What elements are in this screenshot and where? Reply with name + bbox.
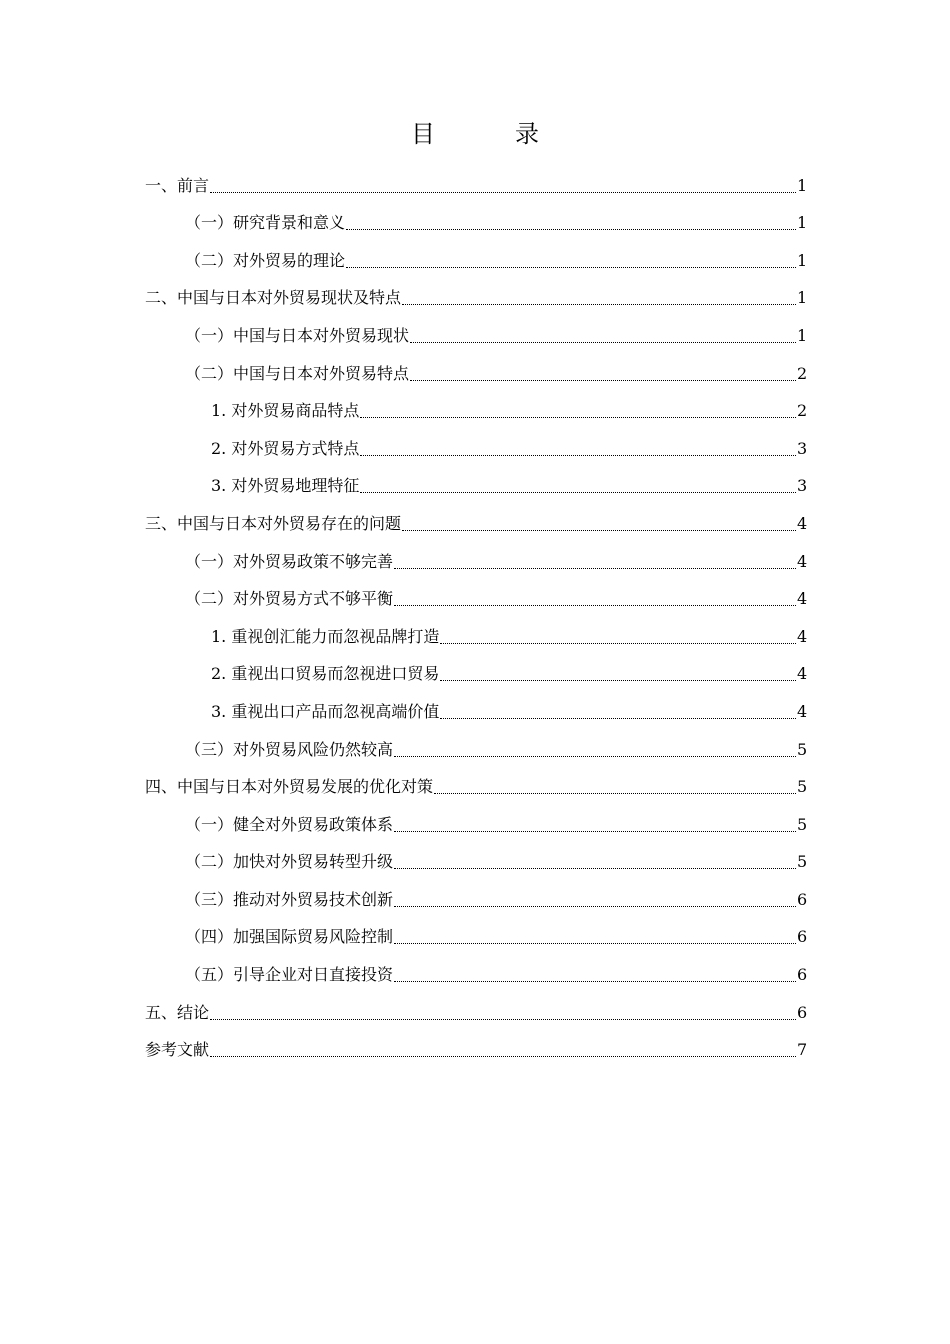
toc-entry-page-number: 5 xyxy=(797,852,808,872)
toc-entry-page-number: 1 xyxy=(797,250,808,270)
toc-entry[interactable] xyxy=(145,919,807,957)
toc-entry-page-number: 3 xyxy=(797,476,808,496)
toc-dot-leader xyxy=(394,568,796,569)
toc-dot-leader xyxy=(360,417,796,418)
toc-entry[interactable] xyxy=(145,806,807,844)
toc-entry-page-number: 6 xyxy=(797,927,808,947)
toc-entry-text: 二、中国与日本对外贸易现状及特点 xyxy=(145,288,402,308)
toc-dot-leader xyxy=(394,943,796,944)
toc-entry-page-number: 4 xyxy=(797,551,808,571)
toc-entry-page-number: 2 xyxy=(797,363,808,383)
toc-entry-page-number: 1 xyxy=(797,288,808,308)
toc-entry-page-number: 1 xyxy=(797,325,808,345)
toc-entry-text: （一）对外贸易政策不够完善 xyxy=(185,551,394,571)
toc-entry[interactable] xyxy=(145,430,807,468)
toc-entry-page-number: 5 xyxy=(797,777,808,797)
toc-dot-leader xyxy=(402,304,796,305)
toc-entry-text: 2. 重视出口贸易而忽视进口贸易 xyxy=(211,664,440,684)
toc-entry-text: 3. 重视出口产品而忽视高端价值 xyxy=(211,701,440,721)
toc-dot-leader xyxy=(360,455,796,456)
toc-dot-leader xyxy=(410,380,796,381)
toc-entry[interactable] xyxy=(145,280,807,318)
toc-entry-text: 五、结论 xyxy=(145,1002,210,1022)
toc-entry-text: （一）中国与日本对外贸易现状 xyxy=(185,325,410,345)
toc-entry[interactable] xyxy=(145,1032,807,1070)
toc-entry[interactable] xyxy=(145,468,807,506)
toc-entry-page-number: 4 xyxy=(797,513,808,533)
toc-dot-leader xyxy=(394,868,796,869)
toc-entry[interactable] xyxy=(145,844,807,882)
toc-entry-text: （二）加快对外贸易转型升级 xyxy=(185,852,394,872)
toc-dot-leader xyxy=(394,906,796,907)
toc-entry-page-number: 2 xyxy=(797,401,808,421)
toc-entry[interactable] xyxy=(145,393,807,431)
toc-entry-page-number: 6 xyxy=(797,965,808,985)
toc-dot-leader xyxy=(394,981,796,982)
toc-entry-text: （三）推动对外贸易技术创新 xyxy=(185,889,394,909)
toc-entry[interactable] xyxy=(145,618,807,656)
toc-entry-text: （三）对外贸易风险仍然较高 xyxy=(185,739,394,759)
toc-dot-leader xyxy=(210,1056,796,1057)
toc-entry-text: （二）中国与日本对外贸易特点 xyxy=(185,363,410,383)
toc-entry[interactable] xyxy=(145,505,807,543)
toc-entry-text: 参考文献 xyxy=(145,1040,210,1060)
toc-entry[interactable] xyxy=(145,167,807,205)
toc-entry-page-number: 4 xyxy=(797,664,808,684)
toc-entry-page-number: 1 xyxy=(797,175,808,195)
toc-dot-leader xyxy=(410,342,796,343)
toc-entry-text: （一）研究背景和意义 xyxy=(185,213,346,233)
toc-entry-page-number: 6 xyxy=(797,1002,808,1022)
toc-entry-text: （四）加强国际贸易风险控制 xyxy=(185,927,394,947)
toc-dot-leader xyxy=(394,756,796,757)
toc-entry-page-number: 4 xyxy=(797,589,808,609)
toc-list xyxy=(145,167,807,1069)
toc-dot-leader xyxy=(210,1019,796,1020)
toc-entry-page-number: 6 xyxy=(797,889,808,909)
toc-dot-leader xyxy=(440,643,796,644)
toc-dot-leader xyxy=(360,492,796,493)
toc-entry[interactable] xyxy=(145,731,807,769)
toc-entry-page-number: 1 xyxy=(797,213,808,233)
toc-dot-leader xyxy=(346,267,796,268)
toc-entry-text: 3. 对外贸易地理特征 xyxy=(211,476,360,496)
toc-dot-leader xyxy=(346,229,796,230)
toc-entry-page-number: 7 xyxy=(797,1040,808,1060)
toc-entry-page-number: 4 xyxy=(797,626,808,646)
toc-dot-leader xyxy=(440,718,796,719)
toc-entry[interactable] xyxy=(145,881,807,919)
toc-entry[interactable] xyxy=(145,242,807,280)
toc-entry[interactable] xyxy=(145,205,807,243)
toc-entry-text: （一）健全对外贸易政策体系 xyxy=(185,814,394,834)
toc-entry[interactable] xyxy=(145,581,807,619)
toc-entry[interactable] xyxy=(145,543,807,581)
toc-dot-leader xyxy=(440,680,796,681)
toc-entry[interactable] xyxy=(145,656,807,694)
toc-entry-page-number: 3 xyxy=(797,438,808,458)
toc-entry[interactable] xyxy=(145,355,807,393)
toc-entry-text: （二）对外贸易的理论 xyxy=(185,250,346,270)
toc-entry-text: 2. 对外贸易方式特点 xyxy=(211,438,360,458)
toc-dot-leader xyxy=(394,605,796,606)
toc-entry[interactable] xyxy=(145,693,807,731)
toc-entry-page-number: 5 xyxy=(797,814,808,834)
toc-entry-page-number: 5 xyxy=(797,739,808,759)
toc-entry-text: （五）引导企业对日直接投资 xyxy=(185,965,394,985)
toc-entry[interactable] xyxy=(145,956,807,994)
toc-dot-leader xyxy=(394,831,796,832)
toc-entry-text: 1. 重视创汇能力而忽视品牌打造 xyxy=(211,626,440,646)
toc-entry-text: 一、前言 xyxy=(145,175,210,195)
toc-entry-text: （二）对外贸易方式不够平衡 xyxy=(185,589,394,609)
toc-entry-page-number: 4 xyxy=(797,701,808,721)
toc-entry-text: 三、中国与日本对外贸易存在的问题 xyxy=(145,513,402,533)
toc-entry[interactable] xyxy=(145,317,807,355)
toc-dot-leader xyxy=(434,793,796,794)
toc-dot-leader xyxy=(402,530,796,531)
toc-entry[interactable] xyxy=(145,769,807,807)
toc-entry-text: 四、中国与日本对外贸易发展的优化对策 xyxy=(145,777,434,797)
toc-entry-text: 1. 对外贸易商品特点 xyxy=(211,401,360,421)
toc-title: 目 录 xyxy=(411,120,567,148)
toc-dot-leader xyxy=(210,192,796,193)
toc-entry[interactable] xyxy=(145,994,807,1032)
